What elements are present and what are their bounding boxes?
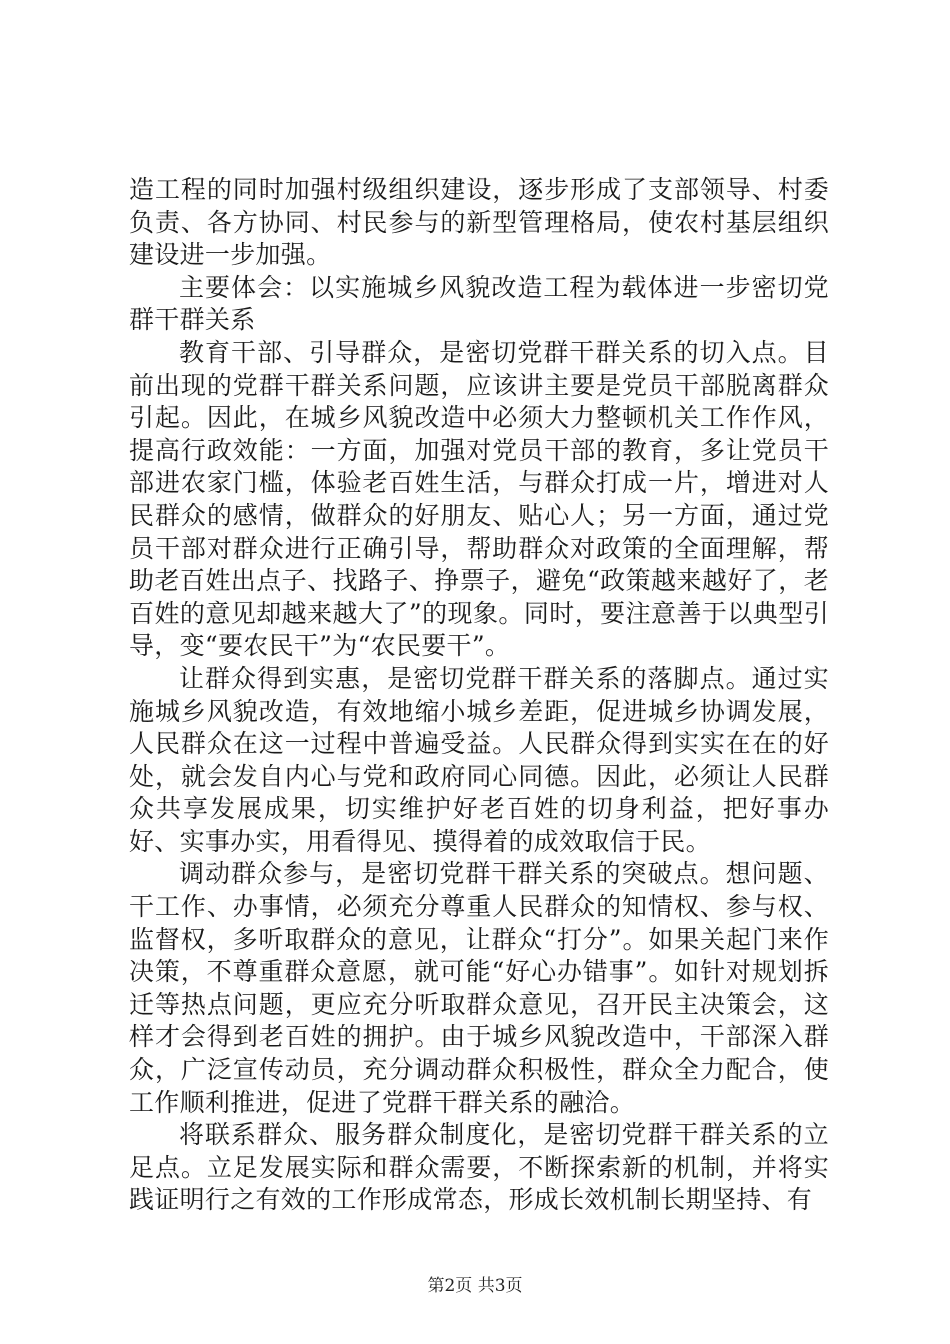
paragraph-main-insight-heading: 主要体会：以实施城乡风貌改造工程为载体进一步密切党群干群关系 (129, 272, 829, 335)
paragraph-tangible-benefits: 让群众得到实惠，是密切党群干群关系的落脚点。通过实施城乡风貌改造，有效地缩小城乡差距，促进城乡协调发展，人民群众在这一过程中普遍受益。人民群众得到实实在在的好处，就会发自内心与党和政府同心同德。因此，必须让人民群众共享发展成果，切实维护好老百姓的切身利益，把好事办好、实事办实，用看得见、摸得着的成效取信于民。 (129, 663, 829, 856)
document-body (129, 174, 829, 1217)
paragraph-institutionalize-service: 将联系群众、服务群众制度化，是密切党群干群关系的立足点。立足发展实际和群众需要，不断探索新的机制，并将实践证明行之有效的工作形成常态，形成长效机制长期坚持、有 (129, 1120, 829, 1215)
paragraph-continuation: 造工程的同时加强村级组织建设，逐步形成了支部领导、村委负责、各方协同、村民参与的新型管理格局，使农村基层组织建设进一步加强。 (129, 175, 829, 270)
paragraph-mass-participation: 调动群众参与，是密切党群干群关系的突破点。想问题、干工作、办事情，必须充分尊重人民群众的知情权、参与权、监督权，多听取群众的意见，让群众“打分”。如果关起门来作决策，不尊重群众意愿，就可能“好心办错事”。如针对规划拆迁等热点问题，更应充分听取群众意见，召开民主决策会，这样才会得到老百姓的拥护。由于城乡风貌改造中，干部深入群众，广泛宣传动员，充分调动群众积极性，群众全力配合，使工作顺利推进，促进了党群干群关系的融洽。 (129, 859, 829, 1117)
page-number-footer: 第2页 共3页 (427, 1276, 523, 1296)
paragraph-educate-cadres: 教育干部、引导群众，是密切党群干群关系的切入点。目前出现的党群干群关系问题，应该讲主要是党员干部脱离群众引起。因此，在城乡风貌改造中必须大力整顿机关工作作风，提高行政效能：一方面，加强对党员干部的教育，多让党员干部进农家门槛，体验老百姓生活，与群众打成一片，增进对人民群众的感情，做群众的好朋友、贴心人；另一方面，通过党员干部对群众进行正确引导，帮助群众对政策的全面理解，帮助老百姓出点子、找路子、挣票子，避免“政策越来越好了，老百姓的意见却越来越大了”的现象。同时，要注意善于以典型引导，变“要农民干”为“农民要干”。 (129, 337, 829, 661)
